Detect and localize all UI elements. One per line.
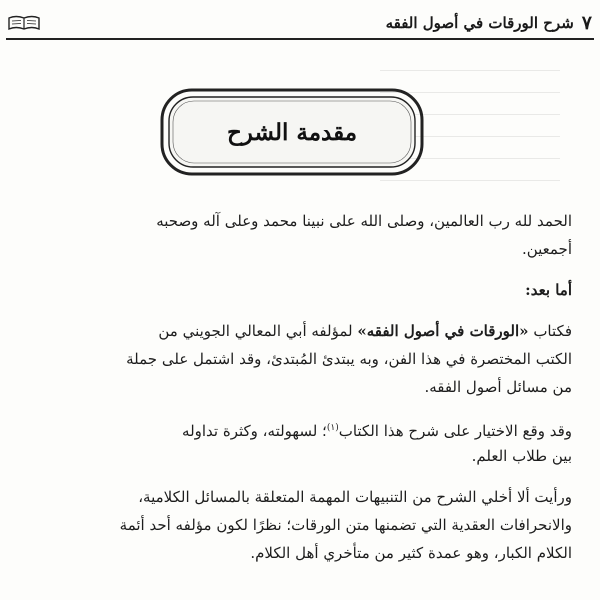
text-line: الكلام الكبار، وهو عمدة كثير من متأخري أهل الكلام. [250, 544, 572, 562]
open-book-icon [8, 14, 40, 32]
running-title: شرح الورقات في أصول الفقه [385, 14, 574, 32]
text-line: أما بعد: [525, 281, 572, 299]
text-line: الكتب المختصرة في هذا الفن، وبه يبتدئ المُبتدئ، وقد اشتمل على جملة [126, 350, 572, 368]
section-title: مقدمة الشرح [226, 118, 358, 146]
section-title-frame [160, 88, 424, 176]
page-number: ٧ [581, 12, 592, 34]
page-header [6, 10, 594, 36]
text-line: والانحرافات العقدية التي تضمنها متن الورقات؛ نظرًا لكون مؤلفه أحد أئمة [119, 516, 572, 534]
text-line: فكتاب «الورقات في أصول الفقه» لمؤلفه أبي المعالي الجويني من [158, 322, 572, 340]
text-line: الحمد لله رب العالمين، وصلى الله على نبينا محمد وعلى آله وصحبه [156, 212, 572, 230]
body-text [104, 207, 572, 567]
text-line: ورأيت ألا أخلي الشرح من التنبيهات المهمة المتعلقة بالمسائل الكلامية، [138, 488, 572, 506]
header-divider [6, 38, 594, 40]
text-line: وقد وقع الاختيار على شرح هذا الكتاب$^{(١)}$؛ لسهولته، وكثرة تداوله [182, 422, 572, 440]
text-line: أجمعين. [521, 240, 572, 258]
text-line: بين طلاب العلم. [471, 447, 572, 465]
book-title-emphasis: «الورقات في أصول الفقه» [357, 322, 529, 340]
text-line: من مسائل أصول الفقه. [424, 378, 572, 396]
footnote-marker: (١) [326, 423, 339, 433]
